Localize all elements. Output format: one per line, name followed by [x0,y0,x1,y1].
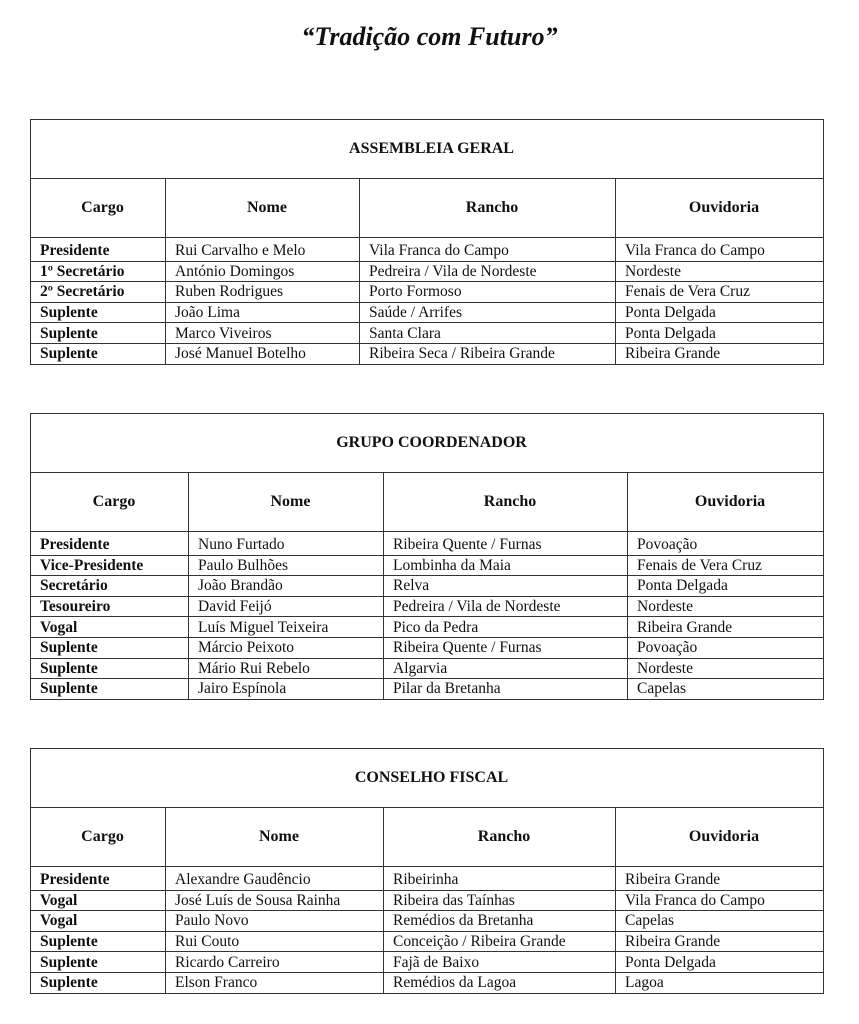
cell-nome: José Manuel Botelho [166,343,360,364]
cell-cargo: 2º Secretário [31,282,166,303]
cell-cargo: Suplente [31,323,166,344]
table-row [31,261,824,282]
cell-cargo: Suplente [31,952,166,973]
table-row [31,343,824,364]
cell-nome: Paulo Bulhões [189,555,384,576]
cell-rancho: Santa Clara [360,323,616,344]
table-row [31,576,824,597]
cell-nome: Elson Franco [166,972,384,993]
column-header-cargo: Cargo [31,808,166,867]
column-header-ouvidoria: Ouvidoria [616,179,824,238]
cell-cargo: Vogal [31,911,166,932]
column-header-nome: Nome [189,473,384,532]
column-header-ouvidoria: Ouvidoria [616,808,824,867]
table-heading: ASSEMBLEIA GERAL [31,120,824,179]
cell-ouvidoria: Ribeira Grande [616,867,824,891]
cell-nome: Ricardo Carreiro [166,952,384,973]
cell-cargo: Presidente [31,532,189,556]
cell-rancho: Ribeirinha [384,867,616,891]
cell-ouvidoria: Ribeira Grande [628,617,824,638]
column-header-cargo: Cargo [31,179,166,238]
cell-ouvidoria: Povoação [628,532,824,556]
cell-cargo: Suplente [31,679,189,700]
cell-rancho: Pico da Pedra [384,617,628,638]
cell-cargo: Vogal [31,617,189,638]
table-row [31,952,824,973]
column-header-nome: Nome [166,808,384,867]
cell-nome: João Lima [166,302,360,323]
cell-ouvidoria: Lagoa [616,972,824,993]
cell-cargo: Secretário [31,576,189,597]
cell-cargo: Suplente [31,302,166,323]
grupo-coordenador-table [30,413,824,700]
cell-rancho: Remédios da Bretanha [384,911,616,932]
cell-rancho: Ribeira Seca / Ribeira Grande [360,343,616,364]
cell-nome: David Feijó [189,596,384,617]
column-header-ouvidoria: Ouvidoria [628,473,824,532]
cell-nome: Luís Miguel Teixeira [189,617,384,638]
table-row [31,679,824,700]
cell-ouvidoria: Vila Franca do Campo [616,890,824,911]
cell-ouvidoria: Nordeste [628,596,824,617]
table-row [31,911,824,932]
cell-nome: Mário Rui Rebelo [189,658,384,679]
cell-ouvidoria: Povoação [628,637,824,658]
cell-cargo: Tesoureiro [31,596,189,617]
cell-rancho: Ribeira Quente / Furnas [384,637,628,658]
cell-rancho: Vila Franca do Campo [360,238,616,262]
cell-rancho: Pedreira / Vila de Nordeste [360,261,616,282]
cell-cargo: Presidente [31,867,166,891]
cell-rancho: Ribeira das Taínhas [384,890,616,911]
table-row [31,282,824,303]
cell-nome: Márcio Peixoto [189,637,384,658]
table-row [31,323,824,344]
conselho-fiscal-table [30,748,824,994]
column-header-nome: Nome [166,179,360,238]
table-row [31,972,824,993]
cell-ouvidoria: Fenais de Vera Cruz [628,555,824,576]
cell-ouvidoria: Ponta Delgada [616,302,824,323]
cell-cargo: Suplente [31,658,189,679]
cell-nome: Alexandre Gaudêncio [166,867,384,891]
cell-cargo: Vogal [31,890,166,911]
table-row [31,596,824,617]
cell-rancho: Lombinha da Maia [384,555,628,576]
cell-nome: António Domingos [166,261,360,282]
cell-nome: Marco Viveiros [166,323,360,344]
cell-nome: Nuno Furtado [189,532,384,556]
table-row [31,532,824,556]
cell-nome: Ruben Rodrigues [166,282,360,303]
cell-rancho: Algarvia [384,658,628,679]
cell-ouvidoria: Nordeste [628,658,824,679]
cell-nome: Rui Carvalho e Melo [166,238,360,262]
table-heading: GRUPO COORDENADOR [31,414,824,473]
cell-rancho: Porto Formoso [360,282,616,303]
column-header-rancho: Rancho [384,473,628,532]
table-row [31,637,824,658]
cell-rancho: Pedreira / Vila de Nordeste [384,596,628,617]
cell-cargo: Suplente [31,972,166,993]
table-row [31,658,824,679]
cell-ouvidoria: Ponta Delgada [616,323,824,344]
table-row [31,238,824,262]
cell-nome: Paulo Novo [166,911,384,932]
cell-nome: José Luís de Sousa Rainha [166,890,384,911]
cell-rancho: Ribeira Quente / Furnas [384,532,628,556]
column-header-cargo: Cargo [31,473,189,532]
cell-ouvidoria: Ribeira Grande [616,343,824,364]
cell-cargo: Suplente [31,343,166,364]
cell-ouvidoria: Capelas [628,679,824,700]
cell-ouvidoria: Capelas [616,911,824,932]
cell-rancho: Remédios da Lagoa [384,972,616,993]
assembleia-geral-table [30,119,824,365]
cell-rancho: Relva [384,576,628,597]
table-row [31,302,824,323]
cell-ouvidoria: Vila Franca do Campo [616,238,824,262]
cell-nome: Jairo Espínola [189,679,384,700]
cell-nome: João Brandão [189,576,384,597]
cell-ouvidoria: Nordeste [616,261,824,282]
cell-cargo: Vice-Presidente [31,555,189,576]
cell-ouvidoria: Ponta Delgada [616,952,824,973]
table-row [31,931,824,952]
cell-nome: Rui Couto [166,931,384,952]
cell-rancho: Saúde / Arrifes [360,302,616,323]
table-heading: CONSELHO FISCAL [31,749,824,808]
document-title: “Tradição com Futuro” [301,22,558,51]
cell-cargo: Suplente [31,931,166,952]
cell-ouvidoria: Ponta Delgada [628,576,824,597]
column-header-rancho: Rancho [384,808,616,867]
table-row [31,867,824,891]
cell-cargo: Presidente [31,238,166,262]
column-header-rancho: Rancho [360,179,616,238]
cell-cargo: Suplente [31,637,189,658]
cell-ouvidoria: Ribeira Grande [616,931,824,952]
table-row [31,555,824,576]
cell-cargo: 1º Secretário [31,261,166,282]
cell-rancho: Pilar da Bretanha [384,679,628,700]
table-row [31,617,824,638]
table-row [31,890,824,911]
cell-rancho: Fajã de Baixo [384,952,616,973]
cell-rancho: Conceição / Ribeira Grande [384,931,616,952]
cell-ouvidoria: Fenais de Vera Cruz [616,282,824,303]
